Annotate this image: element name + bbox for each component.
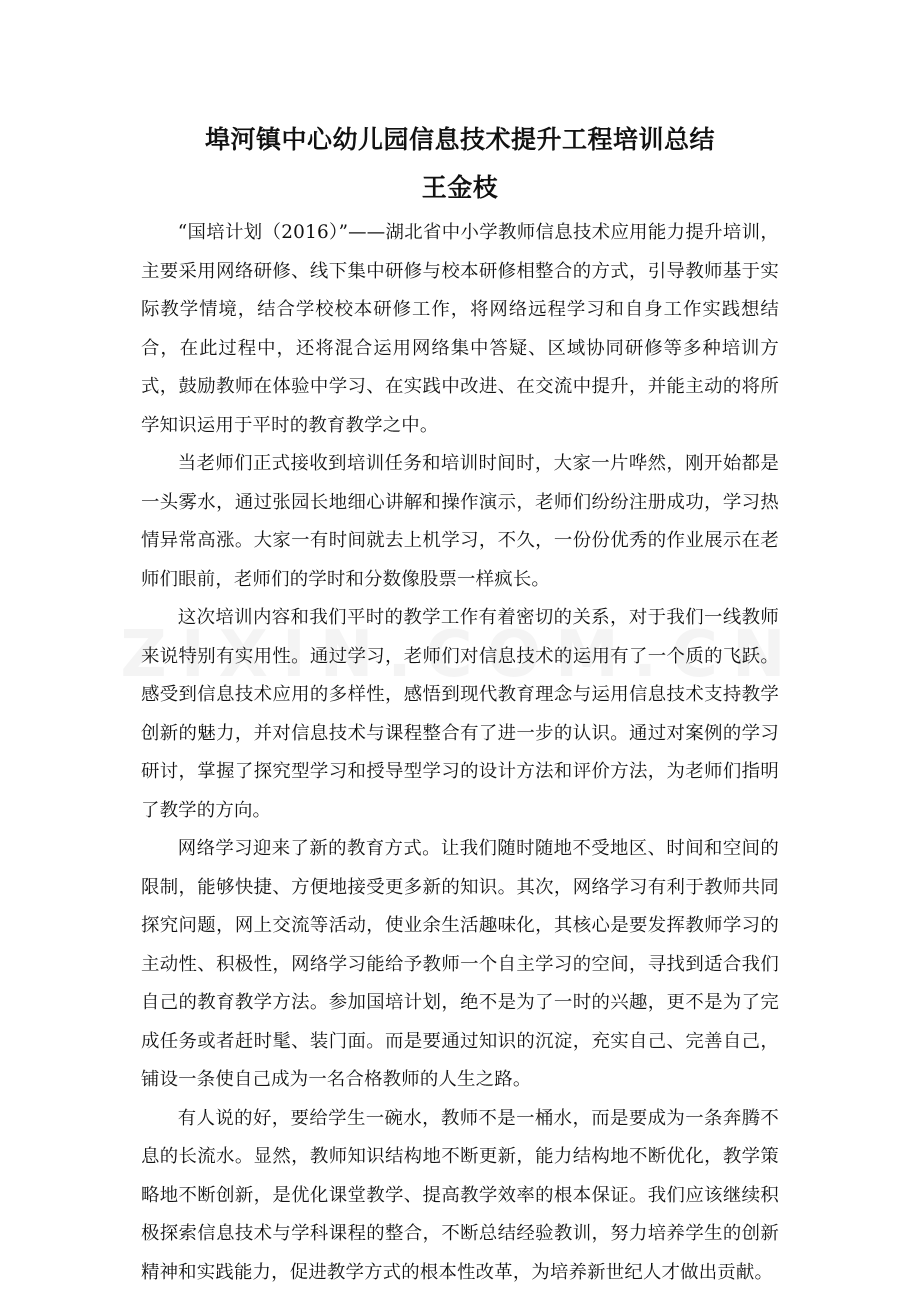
document-body	[141, 214, 779, 1292]
document-author: 王金枝	[421, 173, 499, 202]
paragraph-2: 当老师们正式接收到培训任务和培训时间时，大家一片哗然，刚开始都是一头雾水，通过张园长地细心讲解和操作演示，老师们纷纷注册成功，学习热情异常高涨。大家一有时间就去上机学习，不久，一份份优秀的作业展示在老师们眼前，老师们的学时和分数像股票一样疯长。	[141, 453, 779, 590]
document-title: 埠河镇中心幼儿园信息技术提升工程培训总结	[204, 125, 715, 154]
paragraph-4: 网络学习迎来了新的教育方式。让我们随时随地不受地区、时间和空间的限制，能够快捷、方便地接受更多新的知识。其次，网络学习有利于教师共同探究问题，网上交流等活动，使业余生活趣味化，其核心是要发挥教师学习的主动性、积极性，网络学习能给予教师一个自主学习的空间，寻找到适合我们自己的教育教学方法。参加国培计划，绝不是为了一时的兴趣，更不是为了完成任务或者赶时髦、装门面。而是要通过知识的沉淀，充实自己、完善自己，铺设一条使自己成为一名合格教师的人生之路。	[141, 838, 779, 1090]
paragraph-3: 这次培训内容和我们平时的教学工作有着密切的关系，对于我们一线教师来说特别有实用性。通过学习，老师们对信息技术的运用有了一个质的飞跃。感受到信息技术应用的多样性，感悟到现代教育理念与运用信息技术支持教学创新的魅力，并对信息技术与课程整合有了进一步的认识。通过对案例的学习研讨，掌握了探究型学习和授导型学习的设计方法和评价方法，为老师们指明了教学的方向。	[141, 607, 779, 821]
paragraph-1: “国培计划（2016）”——湖北省中小学教师信息技术应用能力提升培训，主要采用网络研修、线下集中研修与校本研修相整合的方式，引导教师基于实际教学情境，结合学校校本研修工作，将网络远程学习和自身工作实践想结合，在此过程中，还将混合运用网络集中答疑、区域协同研修等多种培训方式，鼓励教师在体验中学习、在实践中改进、在交流中提升，并能主动的将所学知识运用于平时的教育教学之中。	[141, 222, 779, 436]
paragraph-5: 有人说的好，要给学生一碗水，教师不是一桶水，而是要成为一条奔腾不息的长流水。显然，教师知识结构地不断更新，能力结构地不断优化，教学策略地不断创新，是优化课堂教学、提高教学效率的根本保证。我们应该继续积极探索信息技术与学科课程的整合，不断总结经验教训，努力培养学生的创新精神和实践能力，促进教学方式的根本性改革，为培养新世纪人才做出贡献。	[141, 1107, 779, 1283]
